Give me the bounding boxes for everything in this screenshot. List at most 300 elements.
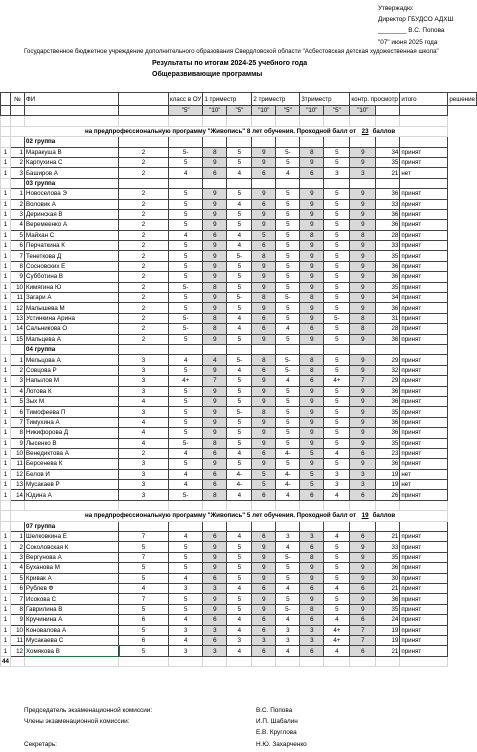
table-row [1,324,477,334]
row-count: 44 [2,657,9,665]
t1-5: 5 [169,407,203,417]
student-name[interactable]: Соколовская К [25,542,119,552]
decision: принят [400,615,448,625]
t3-10: 6 [300,376,324,386]
header-blank [119,93,169,106]
table-row [1,635,477,645]
t1-5: 4 [169,532,203,542]
total: 29 [376,355,400,365]
student-name[interactable]: Вергунова А [25,552,119,562]
blank-row [1,500,477,510]
decision: принят [400,635,448,645]
group-row [1,178,477,188]
empty-cell [11,521,25,531]
t3-10: 5 [300,448,324,458]
table-row [1,355,477,365]
student-name[interactable]: Берсенева К [25,459,119,469]
student-name[interactable]: Никифорова Д [25,428,119,438]
row-index: 1 [1,241,11,251]
table-row [1,303,477,313]
row-index: 1 [1,261,11,271]
t1-10: 9 [203,293,227,303]
t2-5: 5 [227,376,252,386]
table-row [1,189,477,199]
kp-10: 9 [350,417,376,427]
row-index: 1 [1,355,11,365]
decision: принят [400,324,448,334]
empty-cell [227,521,252,531]
student-name[interactable]: Совцова Р [25,365,119,375]
class-cell: 7 [119,532,169,542]
t3-10: 3 [300,625,324,635]
row-index: 1 [1,428,11,438]
decision: принят [400,189,448,199]
row-num: 4 [11,220,25,230]
table-row [1,615,477,625]
t3-5: 4- [276,469,300,479]
kp-5: 4 [324,583,350,593]
kp-5: 5 [324,365,350,375]
kp-5: 5 [324,272,350,282]
t1-5: 4 [169,573,203,583]
t2-5: 5 [227,563,252,573]
t2-5: 5 [227,147,252,157]
student-name[interactable]: Лотова К [25,386,119,396]
student-name[interactable]: Деринская В [25,209,119,219]
student-name[interactable]: Загари А [25,293,119,303]
decision: принят [400,313,448,323]
empty-cell [25,116,119,126]
t3-10: 9 [300,189,324,199]
t1-10: 6 [203,573,227,583]
class-cell: 5 [119,573,169,583]
student-name[interactable]: Кимягина Ю [25,282,119,292]
decision: принят [400,365,448,375]
t2-10: 9 [252,303,276,313]
table-row [1,407,477,417]
t2-10: 6 [252,448,276,458]
t3-5: 5 [276,303,300,313]
t3-5: 5 [276,189,300,199]
t2-5: 5 [227,417,252,427]
row-index: 1 [1,448,11,458]
row-num: 6 [11,241,25,251]
table-row [1,604,477,614]
t2-10: 9 [252,282,276,292]
header-t2: 2 триместр [252,93,300,106]
t1-10: 6 [203,469,227,479]
total: 35 [376,438,400,448]
table-row [1,552,477,562]
t3-5: 5 [276,241,300,251]
subheader-5: "5" [169,106,203,116]
empty-cell [400,116,448,126]
empty-cell [1,500,11,510]
t1-5: 5 [169,417,203,427]
t3-5: 5 [276,272,300,282]
kp-10: 6 [350,532,376,542]
t1-10: 6 [203,532,227,542]
kp-10: 9 [350,251,376,261]
student-name[interactable]: Маракуша В [25,147,119,157]
decision: принят [400,355,448,365]
t1-10: 9 [203,365,227,375]
t1-10: 9 [203,199,227,209]
t3-10: 8 [300,230,324,240]
t2-5: 5 [227,334,252,344]
table-row [1,293,477,303]
total: 35 [376,282,400,292]
t3-5: 5 [276,417,300,427]
empty-cell [11,116,25,126]
total: 23 [376,448,400,458]
empty-cell [11,178,25,188]
members-label: Члены экзаменационной комиссии: [24,718,130,725]
class-cell: 3 [119,365,169,375]
kp-10: 9 [350,334,376,344]
class-cell: 5 [119,563,169,573]
student-name[interactable]: Тенеткова Д [25,251,119,261]
row-num: 10 [11,448,25,458]
row-num: 14 [11,324,25,334]
total: 28 [376,324,400,334]
total: 35 [376,407,400,417]
kp-10: 9 [350,355,376,365]
student-name[interactable]: Веремеенко А [25,220,119,230]
section-title-row [1,511,477,521]
row-num: 7 [11,594,25,604]
t1-10: 9 [203,417,227,427]
class-cell: 2 [119,282,169,292]
t3-10: 9 [300,417,324,427]
row-num: 5 [11,573,25,583]
kp-5: 5 [324,293,350,303]
student-name[interactable]: Баширов А [25,168,119,178]
kp-10: 9 [350,220,376,230]
student-name[interactable]: Тимофеева П [25,407,119,417]
student-name[interactable]: Рублев Ф [25,583,119,593]
t1-5: 5 [169,293,203,303]
empty-cell [376,344,400,354]
t3-5: 3 [276,635,300,645]
student-name[interactable]: Новоселова Э [25,189,119,199]
student-name[interactable]: Венедиктова А [25,448,119,458]
empty-cell [400,178,448,188]
row-num: 12 [11,469,25,479]
row-num: 6 [11,407,25,417]
row-index: 1 [1,220,11,230]
t2-5: 5 [227,386,252,396]
student-name[interactable]: Зых М [25,396,119,406]
empty-cell [119,178,169,188]
row-num: 2 [11,542,25,552]
t2-5: 4 [227,168,252,178]
row-index: 1 [1,334,11,344]
section-unit: баллов [372,512,396,520]
class-cell: 3 [119,376,169,386]
t1-5: 5 [169,272,203,282]
student-name[interactable]: Сосновских Е [25,261,119,271]
t2-5: 5 [227,552,252,562]
class-cell: 3 [119,355,169,365]
t1-5: 5 [169,220,203,230]
header-corner [1,93,11,106]
t1-5: 5 [169,604,203,614]
empty-cell [119,344,169,354]
row-index: 1 [1,604,11,614]
t2-10: 6 [252,199,276,209]
page-title: Результаты по итогам 2024-25 учебного года [152,60,308,67]
student-name[interactable]: Мельцова А [25,355,119,365]
class-cell: 4 [119,417,169,427]
class-cell: 7 [119,552,169,562]
empty-cell [350,178,376,188]
decision: принят [400,583,448,593]
t1-5: 5- [169,438,203,448]
student-name[interactable]: Воловик А [25,199,119,209]
class-cell: 3 [119,469,169,479]
t3-5: 5 [276,157,300,167]
kp-5: 4+ [324,625,350,635]
t3-5: 4 [276,615,300,625]
student-name[interactable]: Белов И [25,469,119,479]
empty-cell [169,344,203,354]
decision: принят [400,293,448,303]
t2-10: 8 [252,251,276,261]
total: 33 [376,542,400,552]
t3-10: 8 [300,355,324,365]
student-name[interactable]: Тимухина А [25,417,119,427]
t1-5: 5 [169,365,203,375]
student-name[interactable]: Коновалова А [25,625,119,635]
empty-cell [324,656,350,666]
kp-10: 9 [350,604,376,614]
row-num: 13 [11,313,25,323]
approve-line-3: ________ В.С. Попова [378,27,445,34]
student-name[interactable]: Буханова М [25,563,119,573]
table-row [1,386,477,396]
decision: принят [400,334,448,344]
t2-10: 9 [252,386,276,396]
empty-cell [324,137,350,147]
empty-cell [119,521,169,531]
t2-5: 3 [227,635,252,645]
t3-5: 5 [276,199,300,209]
student-name[interactable]: Лысенко В [25,438,119,448]
table-row [1,230,477,240]
t1-10: 9 [203,157,227,167]
t2-10: 6 [252,615,276,625]
kp-5: 5 [324,563,350,573]
subheader-10: "10" [203,106,227,116]
empty-cell [350,344,376,354]
t1-10: 6 [203,615,227,625]
row-index: 1 [1,615,11,625]
decision: принят [400,272,448,282]
kp-5: 3 [324,480,350,490]
student-name[interactable]: Мальцева А [25,334,119,344]
empty-cell [276,500,300,510]
total: 36 [376,303,400,313]
decision: принят [400,376,448,386]
student-name[interactable]: Карпухина С [25,157,119,167]
class-cell: 4 [119,583,169,593]
row-num: 3 [11,168,25,178]
t1-10: 9 [203,428,227,438]
t1-5: 4+ [169,376,203,386]
row-num: 7 [11,417,25,427]
empty-cell [350,137,376,147]
student-name[interactable]: Кручинина А [25,615,119,625]
empty-cell [300,656,324,666]
class-cell: 2 [119,293,169,303]
t1-5: 5 [169,261,203,271]
t2-5: 5 [227,272,252,282]
student-name[interactable]: Гаврилина В [25,604,119,614]
t3-10: 6 [300,615,324,625]
t1-5: 5- [169,313,203,323]
t1-10: 3 [203,583,227,593]
t2-5: 4 [227,199,252,209]
t3-10: 9 [300,594,324,604]
student-name[interactable]: Сальникова О [25,324,119,334]
t1-10: 9 [203,209,227,219]
t2-10: 9 [252,220,276,230]
table-row [1,563,477,573]
total: 36 [376,261,400,271]
empty-cell [376,137,400,147]
student-name[interactable]: Перчаткина К [25,241,119,251]
empty-cell [169,178,203,188]
kp-10: 9 [350,542,376,552]
t2-5: 5 [227,157,252,167]
kp-5: 5 [324,147,350,157]
kp-10: 8 [350,313,376,323]
table-row [1,282,477,292]
kp-10: 9 [350,303,376,313]
empty-cell [252,344,276,354]
t1-10: 4 [203,355,227,365]
t2-5: 5 [227,396,252,406]
total: 24 [376,615,400,625]
t1-5: 4 [169,635,203,645]
student-name[interactable]: Исокова С [25,594,119,604]
t2-10: 9 [252,157,276,167]
total: 21 [376,583,400,593]
student-name[interactable]: Мусакаев Р [25,480,119,490]
total: 36 [376,459,400,469]
header-class: класс в ОУ [169,93,203,106]
kp-10: 9 [350,157,376,167]
t2-10: 6 [252,583,276,593]
t1-5: 5 [169,251,203,261]
kp-5: 5 [324,355,350,365]
student-name[interactable]: Майхан С [25,230,119,240]
subheader-10: "10" [350,106,376,116]
kp-10: 6 [350,615,376,625]
row-index: 1 [1,583,11,593]
student-name[interactable]: Кривак А [25,573,119,583]
table-row [1,490,477,500]
empty-cell [300,178,324,188]
total: 29 [376,376,400,386]
t3-10: 6 [300,542,324,552]
t3-5: 4 [276,646,300,656]
student-name[interactable]: Малышева М [25,303,119,313]
empty-cell [324,178,350,188]
total: 19 [376,635,400,645]
section-score: 19 [361,512,369,520]
table-row [1,646,477,656]
t2-10: 6 [252,646,276,656]
table-row [1,365,477,375]
total: 36 [376,428,400,438]
empty-cell [203,178,227,188]
t2-5: 5 [227,189,252,199]
student-name[interactable]: Устинкина Арина [25,313,119,323]
kp-5: 5 [324,542,350,552]
student-name[interactable]: Мусакаева С [25,635,119,645]
t1-10: 6 [203,480,227,490]
student-name[interactable]: Хомякова В [25,646,119,656]
row-num: 13 [11,480,25,490]
t1-5: 5 [169,241,203,251]
row-index: 1 [1,469,11,479]
row-num: 1 [11,532,25,542]
kp-5: 5 [324,157,350,167]
t1-5: 4 [169,480,203,490]
student-name[interactable]: Шелковкина Е [25,532,119,542]
group-row [1,137,477,147]
total: 30 [376,573,400,583]
row-num: 9 [11,272,25,282]
student-name[interactable]: Напылов М [25,376,119,386]
student-name[interactable]: Субботина В [25,272,119,282]
member-2: Е.В. Круглова [256,729,297,736]
empty-cell [169,521,203,531]
kp-5: 4 [324,615,350,625]
table-row [1,428,477,438]
table-row [1,376,477,386]
total: 35 [376,251,400,261]
class-cell: 2 [119,324,169,334]
empty-cell [1,137,11,147]
t1-10: 9 [203,396,227,406]
table-row [1,594,477,604]
t3-5: 5 [276,230,300,240]
table-row [1,199,477,209]
decision: принят [400,604,448,614]
kp-10: 9 [350,552,376,562]
student-name[interactable]: Юдина А [25,490,119,500]
kp-10: 9 [350,189,376,199]
row-index: 1 [1,168,11,178]
empty-cell [376,656,400,666]
t2-10: 5 [252,480,276,490]
t3-5: 4 [276,376,300,386]
table-row [1,251,477,261]
kp-10: 9 [350,293,376,303]
empty-cell [324,116,350,126]
t1-5: 4 [169,469,203,479]
row-index: 1 [1,324,11,334]
table-row [1,532,477,542]
t2-5: 5 [227,594,252,604]
secretary-name: Н.Ю. Захарченко [256,741,307,748]
group-row [1,521,477,531]
empty-cell [11,656,25,666]
t3-10: 6 [300,324,324,334]
